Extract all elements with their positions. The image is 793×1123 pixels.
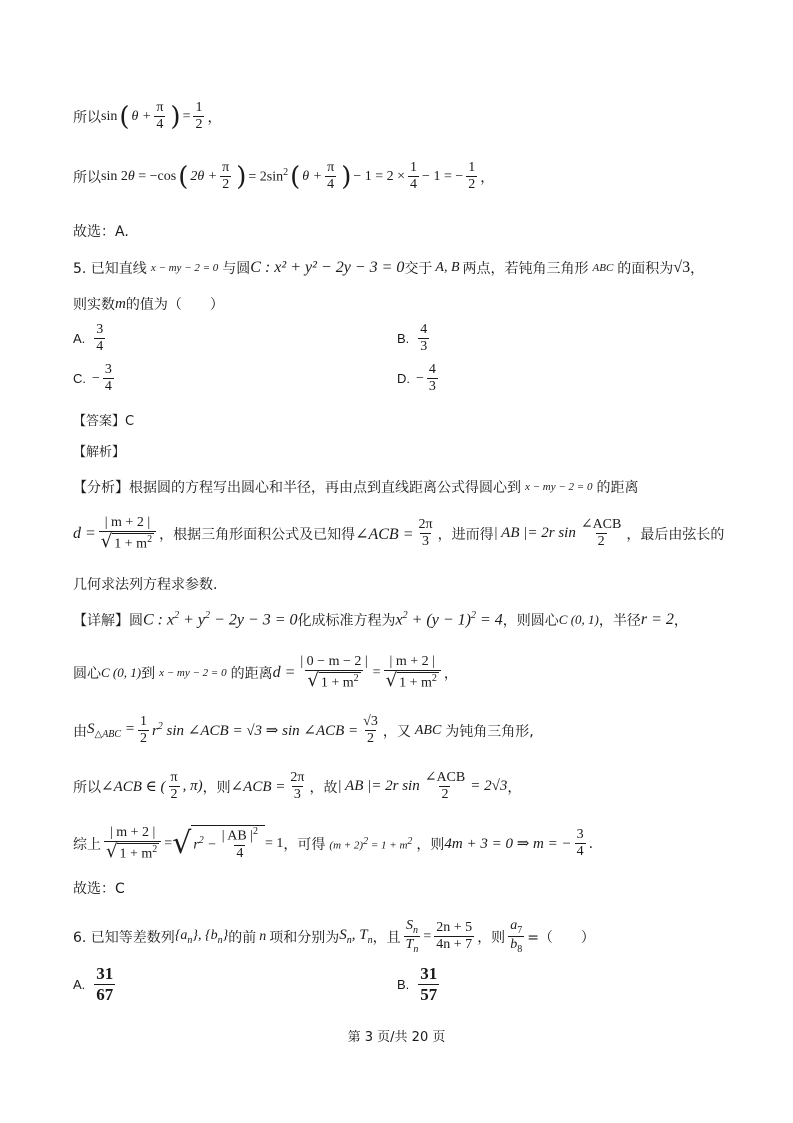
math-sin: sin xyxy=(101,108,118,124)
xiangjie-line-1: 【详解】圆 C : $x^2 + y^2 - 2y - 3 = 0$ 化成标准方程为 $x^2 + (y - 1)^2 = 4$ ，则圆心 C (0, 1) ，半径 r = 2 ， xyxy=(73,610,688,629)
option-B: B. $\frac{4}{3}$ xyxy=(397,322,428,355)
question-5-line-2: 则实数 m 的值为（ ） xyxy=(73,295,224,313)
text-prefix: 所以 xyxy=(73,109,101,126)
analysis-label: 【解析】 xyxy=(73,445,126,460)
question-6-line: 6. 已知等差数列 $\{a_n\}$, $\{b_n\}$ 的前 n 项和分别为 $S_n$, $T_n$ ，且 $\frac{S_n}{T_n}$ = $\frac{2n + 5}{4n + 7}$ ，则 $\frac{a_7}{b_8}$ =（ ） xyxy=(73,918,595,956)
text-prefix: 所以 xyxy=(73,169,101,186)
fenxi-line-3: 几何求法列方程求参数. xyxy=(73,577,218,593)
line-sin2theta: 所以 sin 2θ = −cos ( 2θ + $\frac{\pi}{2}$ ) = $2\sin^2$ ( θ + $\frac{\pi}{4}$ ) − 1 = 2 × $\frac{1}{4}$ − 1 = − $\frac{1}{2}$ ， xyxy=(73,160,495,193)
page-footer: 第 3 页/共 20 页 xyxy=(347,1030,446,1045)
fraction-1-2: $\frac{1}{2}$ xyxy=(195,100,203,133)
line-sin-value: 所以 sin ( θ + $\frac{\pi}{4}$ ) = $\frac{1}{2}$ ， xyxy=(73,100,222,133)
q6-option-A: A. $\frac{31}{67}$ xyxy=(73,964,114,1004)
question-5-line-1: 5. 已知直线 x − my − 2 = 0 与圆 C : x² + y² − 2y − 3 = 0 交于 A, B 两点，若钝角三角形 ABC 的面积为 √3 ， xyxy=(73,259,705,277)
q6-option-B: B. $\frac{31}{57}$ xyxy=(397,964,438,1004)
fenxi-line-2: d = | m + 2 | √ $1 + m^2$ ，根据三角形面积公式及已知得 ∠ACB = $\frac{2\pi}{3}$ ，进而得 | AB |= 2r sin $\frac{\text{∠ACB}}{2}$ ，最后由弦长的 xyxy=(73,515,725,553)
answer-choice-line: 故选：A. xyxy=(73,224,129,240)
option-D: D. − $\frac{4}{3}$ xyxy=(397,362,436,395)
xiangjie-line-4: 所以 ∠ACB ∈ ( $\frac{\pi}{2}$ , π) ，则 ∠ACB = $\frac{2\pi}{3}$ ，故 | AB |= 2r sin $\frac{\text{∠ACB}}{2}$ = 2√3 ， xyxy=(73,770,522,803)
answer-choice-c: 故选：C xyxy=(73,881,125,897)
option-A: A. $\frac{3}{4}$ xyxy=(73,322,104,355)
fenxi-line-1: 【分析】根据圆的方程写出圆心和半径，再由点到直线距离公式得圆心到 x − my − 2 = 0 的距离 xyxy=(73,480,639,496)
answer-label: 【答案】C xyxy=(73,414,135,429)
fraction-pi-4: $\frac{\pi}{4}$ xyxy=(156,100,164,133)
xiangjie-line-2: 圆心 C (0, 1) 到 x − my − 2 = 0 的距离 d = | 0 − m − 2 | √ $1 + m^2$ = | m + 2 | √ $1 + m^2$ ， xyxy=(73,654,458,692)
xiangjie-line-5: 综上 | m + 2 | √ $1 + m^2$ = √ $r^2$ − $\frac{| AB |^2}{4}$ = 1 ，可得 $(m + 2)^2 = 1 + m^2$ ，则 4m + 3 = 0 ⇒ m = − $\frac{3}{4}$ . xyxy=(73,825,594,863)
option-C: C. − $\frac{3}{4}$ xyxy=(73,362,112,395)
xiangjie-line-3: 由 $S_{\triangle ABC}$ = $\frac{1}{2}$ $r^2$ sin ∠ACB = √3 ⇒ sin ∠ACB = $\frac{√3}{2}$ ，又 ABC 为钝角三角形, xyxy=(73,714,534,747)
